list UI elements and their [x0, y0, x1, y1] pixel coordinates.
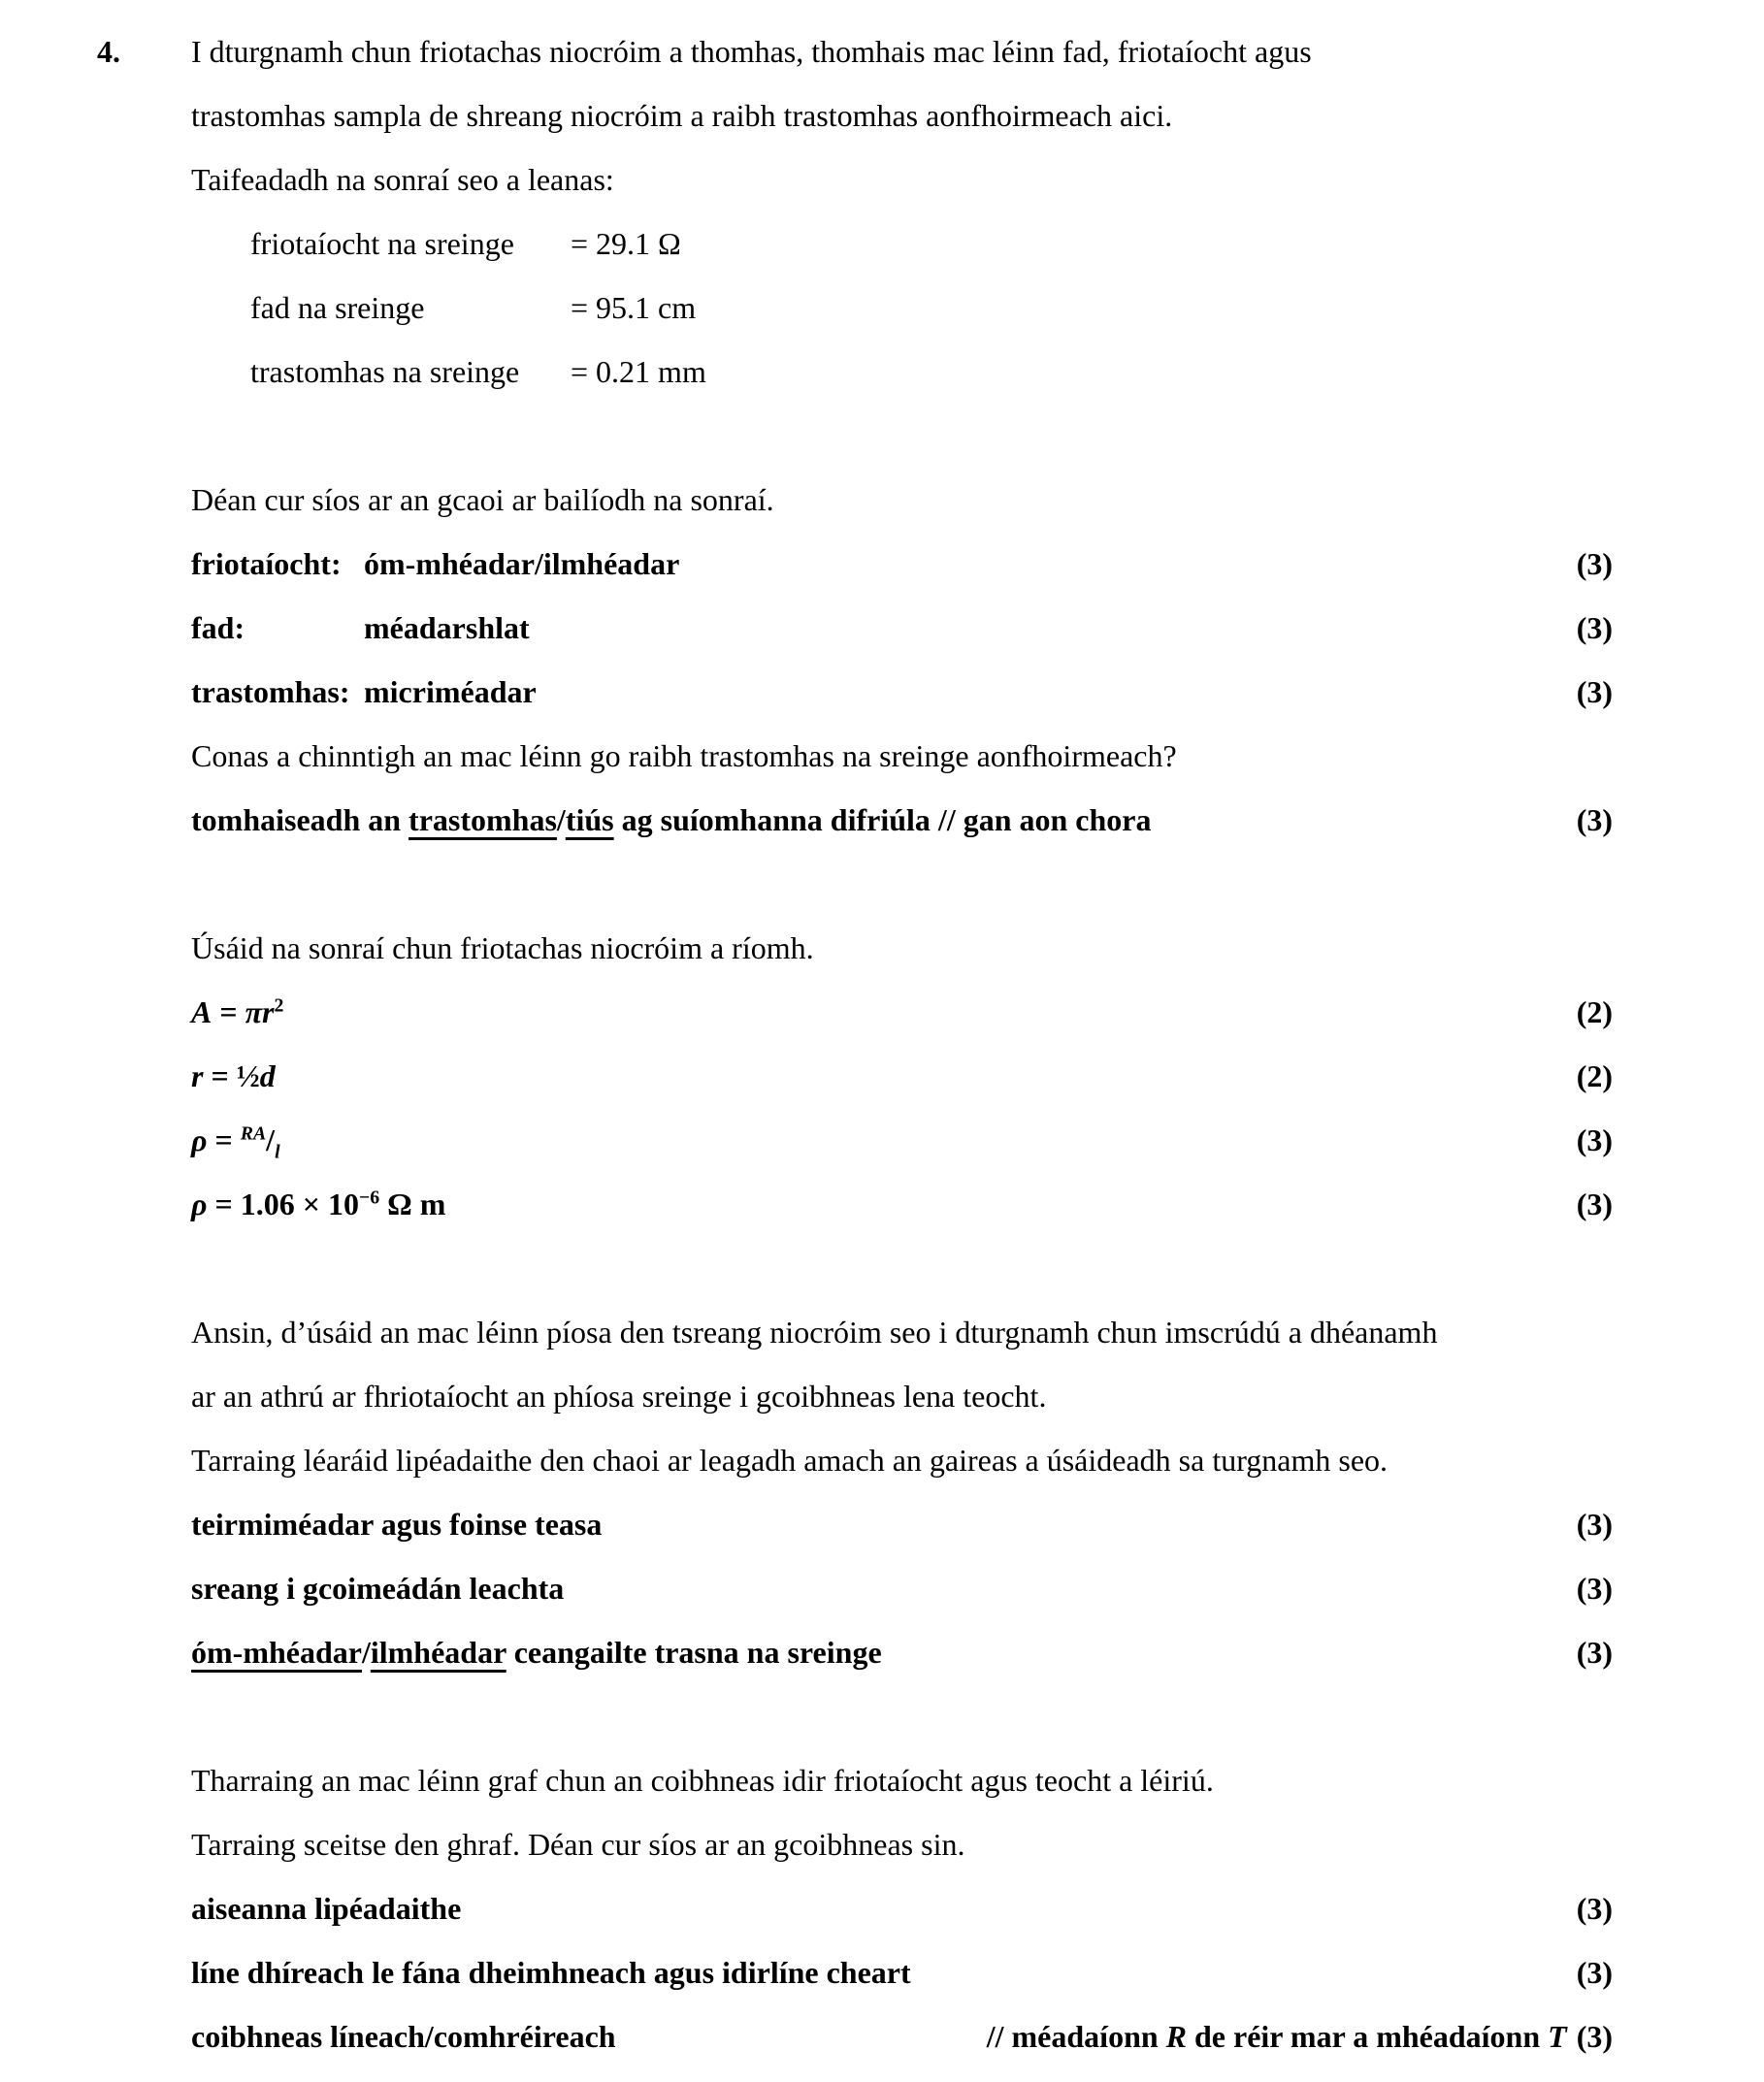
answer-text: líne dhíreach le fána dheimhneach agus idirlíne cheart — [191, 1955, 911, 1990]
formula-slash: / — [266, 1122, 276, 1157]
formula-equals: = — [207, 1122, 241, 1157]
spacer — [1567, 2004, 1577, 2068]
answer-segment: / — [556, 802, 566, 837]
data-row — [250, 276, 1764, 340]
answer-text: teirmiméadar agus foinse teasa — [191, 1507, 603, 1542]
mark-badge: (3) — [1576, 546, 1613, 581]
answer-text: sreang i gcoimeádán leachta — [191, 1571, 565, 1606]
data-label: friotaíocht na sreinge — [250, 226, 514, 261]
mark-badge: (3) — [1576, 2019, 1613, 2054]
formula-lhs: ρ — [191, 1187, 208, 1221]
mark-badge: (3) — [1576, 610, 1613, 645]
answer-row-linear-relationship — [191, 2004, 1613, 2068]
data-value: = 29.1 Ω — [571, 226, 681, 261]
mark-badge: (3) — [1576, 1187, 1613, 1221]
answer-segment: tomhaiseadh an — [191, 802, 409, 837]
uniform-question: Conas a chinntigh an mac léinn go raibh trastomhas na sreinge aonfhoirmeach? — [191, 738, 1177, 773]
mark-badge: (2) — [1576, 994, 1613, 1029]
answer-row-fad — [191, 596, 1613, 660]
formula-row-result — [191, 1172, 1613, 1236]
answer-text: micriméadar — [364, 674, 537, 709]
answer-row-friotaiocht — [191, 532, 1613, 596]
calculation-prompt: Úsáid na sonraí chun friotachas niocróim a ríomh. — [191, 930, 814, 965]
answer-row-wire-container — [191, 1556, 1613, 1620]
formula-row-radius — [191, 1044, 1613, 1108]
spacer — [0, 852, 1764, 916]
mark-badge: (3) — [1576, 1891, 1613, 1926]
mark-badge: (3) — [1576, 1507, 1613, 1542]
formula-unit: Ω m — [379, 1187, 446, 1221]
underlined-term: óm-mhéadar — [191, 1635, 362, 1670]
answer-text: óm-mhéadar/ilmhéadar — [364, 546, 680, 581]
recorded-data-heading: Taifeadadh na sonraí seo a leanas: — [191, 162, 614, 197]
formula-area — [191, 980, 283, 1044]
formula-resistivity — [191, 1108, 280, 1172]
question-intro-line-1: I dturgnamh chun friotachas niocróim a thomhas, thomhais mac léinn fad, friotaíocht agus — [191, 34, 1312, 69]
data-value: = 95.1 cm — [571, 290, 697, 325]
formula-half: ½ — [236, 1058, 260, 1093]
experiment2-para-line-2: ar an athrú ar fhriotaíocht an phíosa sreinge i gcoibhneas lena teocht. — [191, 1379, 1047, 1414]
question-intro — [191, 19, 1312, 147]
formula-row-resistivity — [191, 1108, 1613, 1172]
underlined-term: tiús — [565, 802, 614, 837]
variable-r: R — [1165, 2019, 1187, 2054]
answer-text: aiseanna lipéadaithe — [191, 1891, 462, 1926]
answer-segment: de réir mar a mhéadaíonn — [1187, 2019, 1549, 2054]
answer-text: coibhneas líneach/comhréireach — [191, 2019, 616, 2054]
formula-lhs: A — [191, 994, 212, 1029]
uniform-answer-row — [191, 788, 1613, 852]
formula-row-area — [191, 980, 1613, 1044]
mark-badge: (2) — [1576, 1058, 1613, 1093]
formula-equals: = — [203, 1058, 237, 1093]
answer-alt-text — [987, 2004, 1567, 2068]
uniform-answer-text — [191, 788, 1152, 852]
answer-label: fad: — [191, 610, 245, 645]
answer-row-axes — [191, 1876, 1613, 1940]
answer-segment: ag suíomhanna difriúla // gan aon chora — [613, 802, 1152, 837]
answer-segment: ceangailte trasna na sreinge — [506, 1635, 882, 1670]
answer-row-trastomhas — [191, 660, 1613, 724]
underlined-term: trastomhas — [408, 802, 557, 837]
formula-subscript: l — [275, 1141, 280, 1163]
question-intro-line-2: trastomhas sampla de shreang niocróim a raibh trastomhas aonfhoirmeach aici. — [191, 98, 1173, 133]
spacer — [0, 1236, 1764, 1300]
underlined-term: ilmhéadar — [370, 1635, 506, 1670]
answer-label: friotaíocht: — [191, 546, 342, 581]
question-number: 4. — [97, 34, 120, 69]
data-label: fad na sreinge — [250, 290, 425, 325]
answer-row-ohmmeter — [191, 1620, 1613, 1684]
answer-text: méadarshlat — [364, 610, 530, 645]
formula-superscript: RA — [240, 1122, 267, 1145]
answer-label: trastomhas: — [191, 674, 350, 709]
mark-badge: (3) — [1576, 1122, 1613, 1157]
spacer — [0, 1684, 1764, 1748]
answer-row-straight-line — [191, 1940, 1613, 2004]
mark-badge: (3) — [1576, 1955, 1613, 1990]
data-row — [250, 211, 1764, 276]
formula-superscript: −6 — [358, 1187, 380, 1209]
formula-result — [191, 1172, 445, 1236]
data-value: = 0.21 mm — [571, 354, 706, 389]
answer-text — [191, 1620, 882, 1684]
formula-variable: d — [259, 1058, 276, 1093]
formula-equals: = — [212, 994, 245, 1029]
formula-body: πr — [245, 994, 275, 1029]
data-row — [250, 340, 1764, 404]
data-label: trastomhas na sreinge — [250, 354, 520, 389]
formula-superscript: 2 — [274, 994, 284, 1017]
graph-para-1: Tharraing an mac léinn graf chun an coibhneas idir friotaíocht agus teocht a léiriú. — [191, 1763, 1214, 1798]
mark-badge: (3) — [1576, 802, 1613, 837]
mark-badge: (3) — [1576, 1635, 1613, 1670]
answer-row-thermometer — [191, 1492, 1613, 1556]
answer-segment: // méadaíonn — [986, 2019, 1166, 2054]
formula-equals: = — [207, 1187, 241, 1221]
diagram-prompt: Tarraing léaráid lipéadaithe den chaoi ar leagadh amach an gaireas a úsáideadh sa turgnamh seo. — [191, 1443, 1388, 1478]
graph-para-2: Tarraing sceitse den ghraf. Déan cur síos ar an gcoibhneas sin. — [191, 1827, 965, 1862]
experiment2-para-line-1: Ansin, d’úsáid an mac léinn píosa den tsreang niocróim seo i dturgnamh chun imscrúdú a dhéanamh — [191, 1315, 1438, 1350]
spacer — [0, 404, 1764, 468]
formula-value: 1.06 × 10 — [240, 1187, 359, 1221]
formula-lhs: ρ — [191, 1122, 208, 1157]
variable-t: T — [1548, 2019, 1567, 2054]
question-4-block — [0, 19, 1764, 147]
answer-segment: / — [361, 1635, 371, 1670]
collection-prompt: Déan cur síos ar an gcaoi ar bailíodh na sonraí. — [191, 482, 774, 517]
mark-badge: (3) — [1576, 674, 1613, 709]
mark-badge: (3) — [1576, 1571, 1613, 1606]
formula-radius — [191, 1044, 276, 1108]
formula-lhs: r — [191, 1058, 204, 1093]
